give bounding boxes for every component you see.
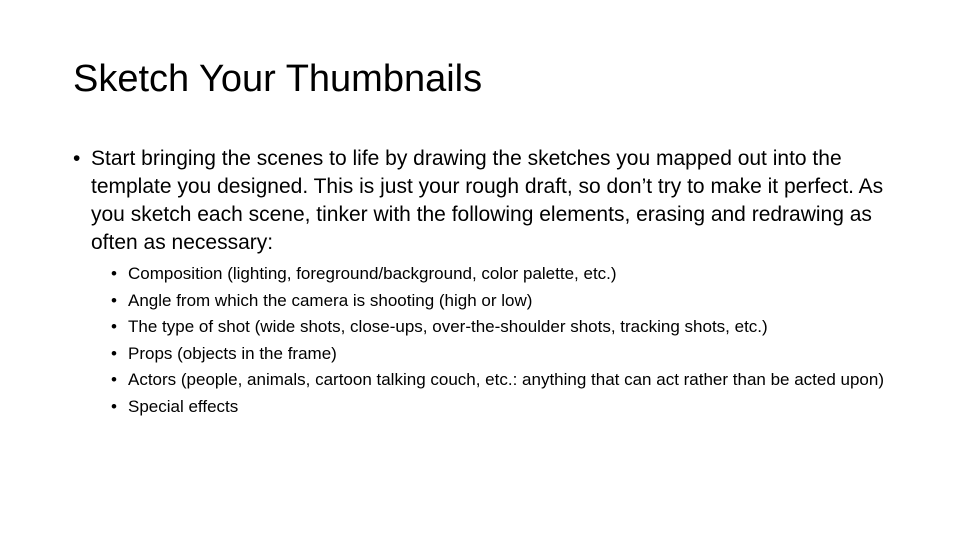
slide-body — [73, 145, 888, 422]
bullet-icon: • — [111, 317, 117, 336]
sub-bullet-item — [111, 290, 888, 313]
bullet-icon: • — [111, 290, 117, 310]
sub-point-text: Angle from which the camera is shooting (high or low) — [128, 290, 533, 310]
sub-point-text: Actors (people, animals, cartoon talking couch, etc.: anything that can act rather than be acted upon) — [128, 370, 885, 389]
bullet-icon: • — [111, 396, 117, 416]
slide-title: Sketch Your Thumbnails — [73, 58, 483, 100]
main-point-text: Start bringing the scenes to life by drawing the sketches you mapped out into the template you designed. This is just your rough draft, so don’t try to make it perfect. As you sketch each scene, tinker with the following elements, erasing and redrawing as often as necessary: — [91, 147, 884, 254]
sub-bullet-item — [111, 263, 888, 286]
sub-bullet-item — [111, 396, 888, 419]
sub-bullet-list — [111, 263, 888, 418]
bullet-icon: • — [111, 264, 117, 283]
sub-point-text: Props (objects in the frame) — [128, 343, 337, 363]
sub-bullet-item — [111, 316, 888, 339]
main-bullet-point — [73, 145, 888, 257]
sub-bullet-item — [111, 343, 888, 366]
bullet-icon: • — [111, 343, 117, 363]
sub-point-text: The type of shot (wide shots, close-ups, over-the-shoulder shots, tracking shots, etc.) — [128, 317, 768, 336]
sub-point-text: Special effects — [128, 396, 239, 416]
sub-point-text: Composition (lighting, foreground/background, color palette, etc.) — [128, 264, 617, 283]
bullet-icon: • — [73, 147, 81, 170]
bullet-icon: • — [111, 370, 117, 389]
sub-bullet-item — [111, 369, 888, 392]
